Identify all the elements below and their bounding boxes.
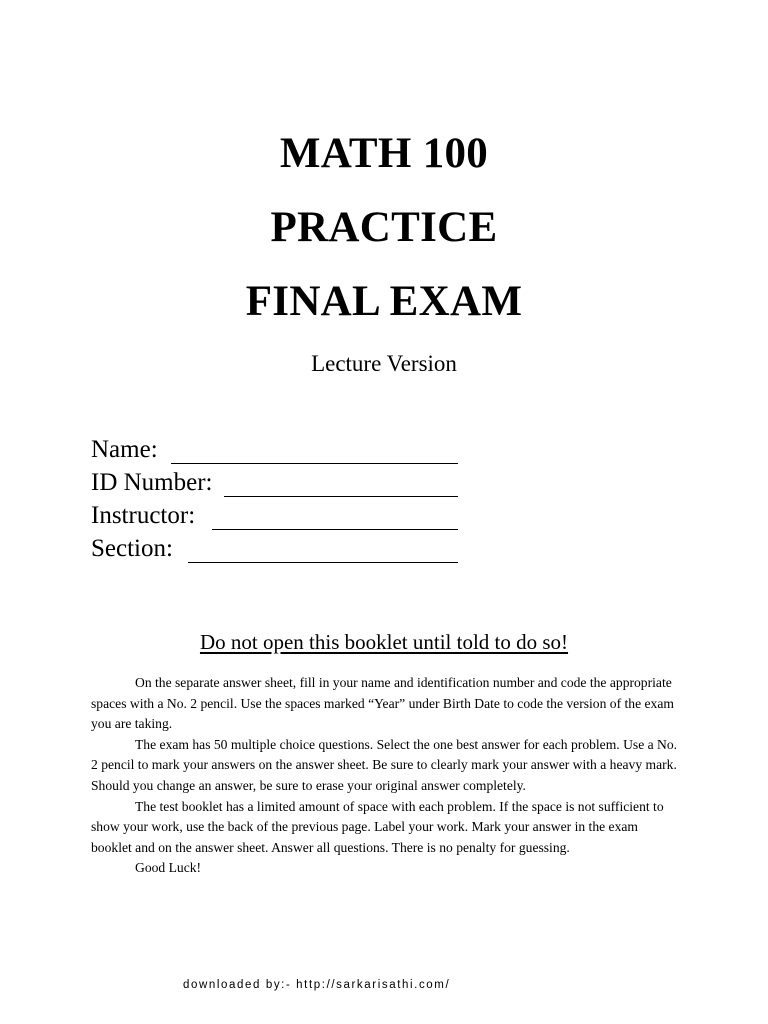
section-field xyxy=(91,534,173,564)
version-subtitle: Lecture Version xyxy=(311,351,457,376)
instructions-paragraph-answer-sheet: On the separate answer sheet, fill in your name and identification number and code the appropriate spaces with a No. 2 pencil. Use the spaces marked “Year” under Birth Date to code the version of the exam you are taking. xyxy=(91,675,674,732)
name-label: Name: xyxy=(91,436,158,463)
instructions-paragraph-multiple-choice: The exam has 50 multiple choice questions. Select the one best answer for each problem. Use a No. 2 pencil to mark your answers on the answer sheet. Be sure to clearly mark your answer with a heavy mark. Should you change an answer, be sure to erase your original answer completely. xyxy=(91,736,678,793)
id-number-label: ID Number: xyxy=(91,469,213,496)
section-blank-line xyxy=(188,562,458,563)
instructor-label: Instructor: xyxy=(91,502,196,529)
warning-text: Do not open this booklet until told to do so! xyxy=(199,630,569,654)
id-number-field xyxy=(91,468,213,498)
name-field xyxy=(91,435,158,465)
section-label: Section: xyxy=(91,535,173,562)
name-blank-line xyxy=(171,463,458,464)
exam-title-line-practice: PRACTICE xyxy=(270,204,498,251)
exam-title-line-final-exam: FINAL EXAM xyxy=(245,278,523,325)
instructions-good-luck: Good Luck! xyxy=(135,860,202,876)
instructions-paragraph-work-space: The test booklet has a limited amount of space with each problem. If the space is not sufficient to show your work, use the back of the previous page. Label your work. Mark your answer in the exam booklet and on the answer sheet. Answer all questions. There is no penalty for guessing. xyxy=(91,798,664,855)
instructor-blank-line xyxy=(212,529,458,530)
course-title: MATH 100 xyxy=(279,130,489,177)
instructor-field xyxy=(91,501,195,531)
exam-instructions xyxy=(91,673,681,879)
do-not-open-warning xyxy=(0,629,768,655)
id-number-blank-line xyxy=(224,496,458,497)
download-source-footer: downloaded by:- http://sarkarisathi.com/ xyxy=(183,979,451,991)
